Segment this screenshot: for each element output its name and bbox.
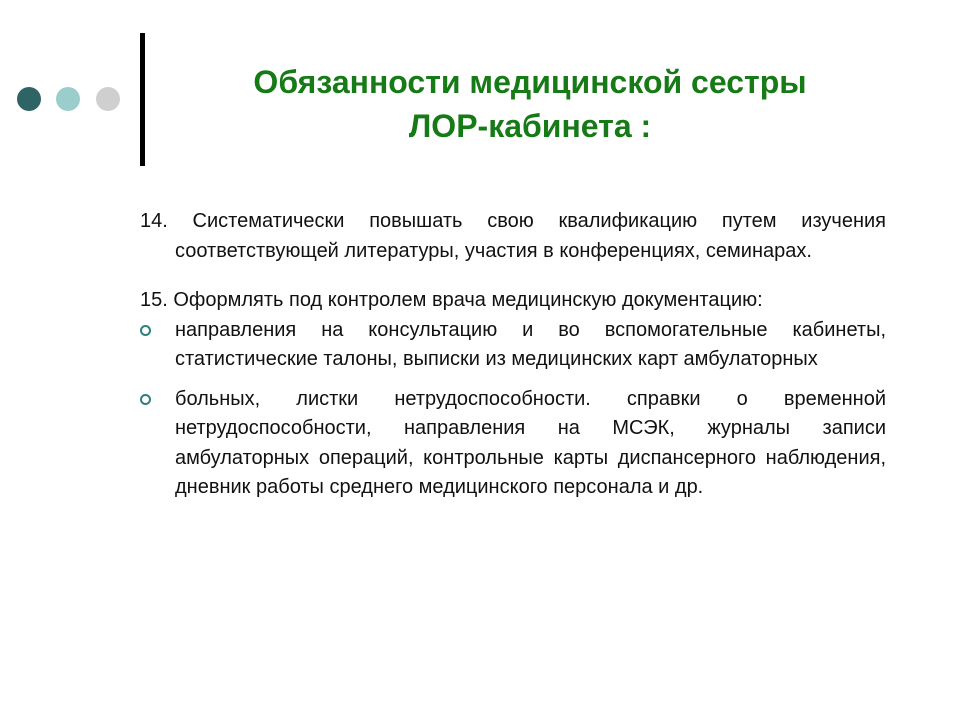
bullet-circle-icon — [140, 325, 151, 336]
decor-vertical-bar — [140, 33, 145, 166]
title-line-2: ЛОР-кабинета : — [408, 108, 652, 144]
item-14: 14. Систематически повышать свою квалификацию путем изучения соответствующей литературы, участия в конференциях, семинарах. — [140, 210, 886, 262]
bullet-text: направления на консультацию и во вспомогательные кабинеты, статистические талоны, выписки из медицинских карт амбулаторных — [175, 318, 886, 370]
bullet-text: больных, листки нетрудоспособности. справки о временной нетрудоспособности, направления на МСЭК, журналы записи амбулаторных операций, контрольные карты диспансерного наблюдения, дневник работы среднего медицинского персонала и др. — [175, 387, 886, 498]
decor-dot-light — [56, 87, 80, 111]
decor-dot-dark — [17, 87, 41, 111]
bullet-circle-icon — [140, 394, 151, 405]
bullet-item — [140, 316, 886, 375]
item-15: 15. Оформлять под контролем врача медицинскую документацию: — [140, 289, 763, 311]
slide-body — [140, 207, 886, 513]
title-line-1: Обязанности медицинской сестры — [253, 64, 807, 100]
slide-title — [150, 60, 910, 148]
decor-dot-gray — [96, 87, 120, 111]
bullet-item — [140, 385, 886, 503]
